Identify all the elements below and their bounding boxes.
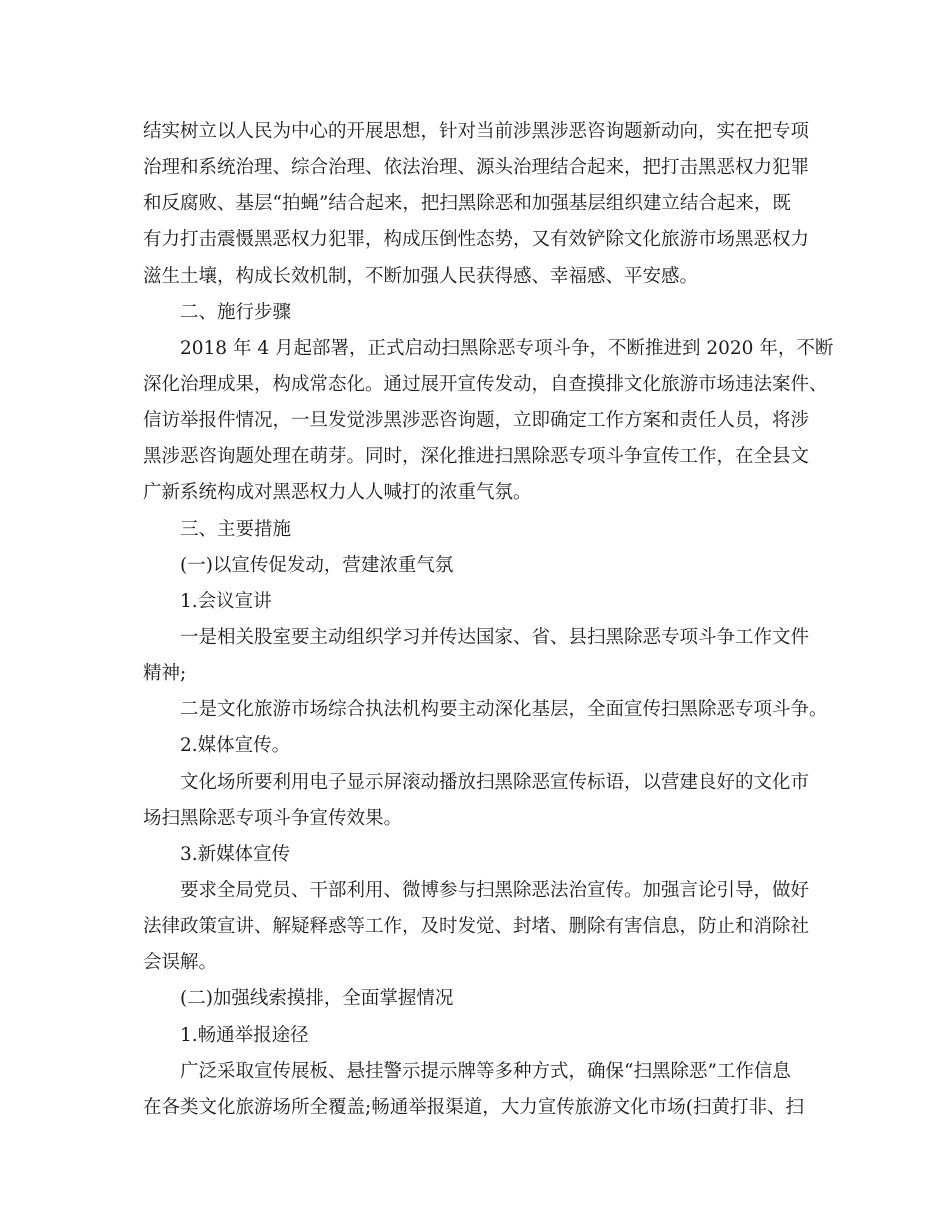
paragraph-first-line: 2018 年 4 月起部署，正式启动扫黑除恶专项斗争，不断推进到 2020 年，不断 [180, 337, 834, 359]
paragraph-line: 信访举报件情况，一旦发觉涉黑涉恶咨询题，立即确定工作方案和责任人员，将涉 [143, 410, 810, 432]
paragraph-line: 深化治理成果，构成常态化。通过展开宣传发动，自查摸排文化旅游市场违法案件、 [143, 373, 828, 395]
paragraph-line: 结实树立以人民为中心的开展思想，针对当前涉黑涉恶咨询题新动向，实在把专项 [143, 121, 810, 142]
paragraph-first-line: 3.新媒体宣传 [180, 843, 291, 865]
paragraph-line: 黑涉恶咨询题处理在萌芽。同时，深化推进扫黑除恶专项斗争宣传工作，在全县文 [143, 446, 810, 468]
paragraph-first-line: 三、主要措施 [180, 518, 292, 540]
paragraph-first-line: 1.畅通举报途径 [180, 1024, 309, 1046]
paragraph-first-line: 广泛采取宣传展板、悬挂警示提示牌等多种方式，确保“扫黑除恶”工作信息 [180, 1060, 791, 1082]
paragraph-line: 场扫黑除恶专项斗争宣传效果。 [143, 807, 403, 829]
paragraph-first-line: 要求全局党员、干部利用、微博参与扫黑除恶法治宣传。加强言论引导，做好 [180, 879, 810, 901]
document-body [143, 114, 834, 1126]
paragraph-line: 在各类文化旅游场所全覆盖;畅通举报渠道，大力宣传旅游文化市场(扫黄打非、扫 [143, 1096, 804, 1118]
paragraph-first-line: 2.媒体宣传。 [180, 735, 291, 757]
paragraph-line: 法律政策宣讲、解疑释惑等工作，及时发觉、封堵、删除有害信息，防止和消除社 [143, 916, 810, 938]
paragraph-first-line: 二、施行步骤 [180, 301, 292, 323]
paragraph-first-line: 1.会议宣讲 [180, 590, 272, 612]
paragraph-line: 广新系统构成对黑恶权力人人喊打的浓重气氛。 [143, 482, 532, 504]
paragraph-line: 精神; [143, 663, 187, 685]
paragraph-line: 滋生土壤，构成长效机制，不断加强人民获得感、幸福感、平安感。 [143, 265, 699, 287]
paragraph-first-line: 一是相关股室要主动组织学习并传达国家、省、县扫黑除恶专项斗争工作文件 [180, 626, 810, 648]
paragraph-first-line: 文化场所要利用电子显示屏滚动播放扫黑除恶宣传标语，以营建良好的文化市 [180, 771, 810, 793]
paragraph-first-line: (二)加强线索摸排，全面掌握情况 [180, 988, 454, 1010]
paragraph-line: 和反腐败、基层“拍蝇”结合起来，把扫黑除恶和加强基层组织建立结合起来，既 [143, 193, 791, 215]
paragraph-line: 有力打击震慑黑恶权力犯罪，构成压倒性态势，又有效铲除文化旅游市场黑恶权力 [143, 229, 810, 251]
paragraph-first-line: 二是文化旅游市场综合执法机构要主动深化基层，全面宣传扫黑除恶专项斗争。 [180, 699, 828, 721]
paragraph-line: 治理和系统治理、综合治理、依法治理、源头治理结合起来，把打击黑恶权力犯罪 [143, 157, 810, 179]
paragraph-first-line: (一)以宣传促发动，营建浓重气氛 [180, 554, 454, 576]
paragraph-line: 会误解。 [143, 952, 218, 974]
